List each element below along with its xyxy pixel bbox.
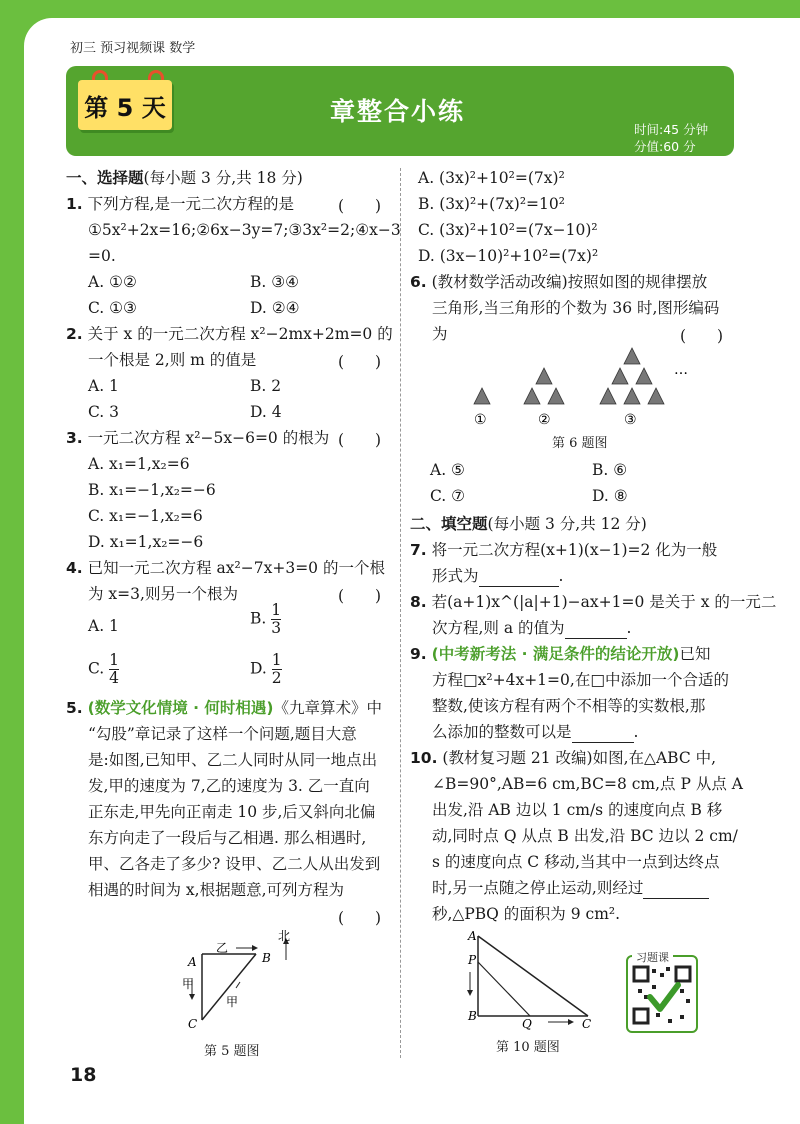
- time-label: 时间:45 分钟: [634, 122, 709, 137]
- question-9-text: 整数,使该方程有两个不相等的实数根,那: [432, 697, 706, 715]
- question-10: 10. (教材复习题 21 改编)如图,在△ABC 中,: [410, 749, 717, 767]
- question-1-text: =0.: [88, 247, 116, 265]
- question-1: 1. 下列方程,是一元二次方程的是: [66, 195, 295, 213]
- option-a: A. 1: [88, 377, 119, 395]
- column-divider: [400, 168, 401, 1058]
- question-2: 2. 关于 x 的一元二次方程 x²−2mx+2m=0 的: [66, 325, 393, 343]
- page-number: 18: [70, 1064, 97, 1086]
- question-5: 5. (数学文化情境 · 何时相遇)《九章算术》中: [66, 699, 382, 717]
- label-jia: 甲: [226, 995, 239, 1009]
- option-d: D. ②④: [250, 299, 300, 317]
- question-5-text: 甲、乙各走了多少? 设甲、乙二人从出发到: [88, 855, 381, 873]
- question-7: 7. 将一元二次方程(x+1)(x−1)=2 化为一般: [410, 541, 718, 559]
- question-9-text: 方程□x²+4x+1=0,在□中添加一个合适的: [432, 671, 729, 689]
- option-a: A. ①②: [88, 273, 137, 291]
- question-10-text: 秒,△PBQ 的面积为 9 cm².: [432, 905, 621, 923]
- option-b: B. ③④: [250, 273, 300, 291]
- label-north: 北: [278, 929, 291, 943]
- option-b: B. x₁=−1,x₂=−6: [88, 481, 216, 499]
- question-5-text: “勾股”章记录了这样一个问题,题目大意: [88, 725, 357, 743]
- question-8-text: 次方程,则 a 的值为 .: [432, 619, 632, 637]
- label-c: C: [188, 1017, 198, 1031]
- question-10-text: 动,同时点 Q 从点 B 出发,沿 BC 边以 2 cm/: [432, 827, 738, 845]
- question-5-text: 发,甲的速度为 7,乙的速度为 3. 乙一直向: [88, 777, 370, 795]
- question-4-text: 为 x=3,则另一个根为: [88, 585, 238, 603]
- question-10-text: ∠B=90°,AB=6 cm,BC=8 cm,点 P 从点 A: [432, 775, 743, 793]
- question-7-text: 形式为 .: [432, 567, 564, 585]
- label-p: P: [468, 953, 477, 967]
- label-q: Q: [522, 1017, 532, 1031]
- ellipsis: …: [674, 362, 688, 378]
- label-a: A: [468, 929, 477, 943]
- subject-label: 初三 预习视频课 数学: [70, 41, 196, 56]
- option-c: C. x₁=−1,x₂=6: [88, 507, 203, 525]
- label-a: A: [188, 955, 197, 969]
- answer-bracket: ( ): [338, 353, 382, 371]
- answer-bracket: ( ): [338, 197, 382, 215]
- question-5-text: 东方向走了一段后与乙相遇. 那么相遇时,: [88, 829, 367, 847]
- question-4: 4. 已知一元二次方程 ax²−7x+3=0 的一个根: [66, 559, 385, 577]
- label-b: B: [262, 951, 271, 965]
- qr-code[interactable]: [626, 955, 698, 1033]
- option-d: D. (3x−10)²+10²=(7x)²: [418, 247, 599, 265]
- figure-5: [170, 928, 310, 1036]
- option-c: C. ①③: [88, 299, 137, 317]
- label-3: ③: [624, 412, 637, 428]
- question-5-text: 相遇的时间为 x,根据题意,可列方程为: [88, 881, 345, 899]
- option-b: B. (3x)²+(7x)²=10²: [418, 195, 565, 213]
- figure-6: [466, 346, 706, 430]
- option-d: D. $\frac{1}{2}$: [250, 651, 282, 687]
- figure-5-caption: 第 5 题图: [204, 1044, 260, 1059]
- option-c: C. ⑦: [430, 487, 466, 505]
- figure-6-caption: 第 6 题图: [552, 436, 608, 451]
- qr-label: 习题课: [632, 949, 673, 965]
- option-a: A. ⑤: [430, 461, 465, 479]
- label-yi: 乙: [216, 941, 229, 955]
- figure-10: [464, 928, 604, 1034]
- option-d: D. x₁=1,x₂=−6: [88, 533, 204, 551]
- qr-code-icon: [630, 963, 694, 1029]
- question-10-text: 时,另一点随之停止运动,则经过: [432, 878, 709, 899]
- question-8: 8. 若(a+1)x^(|a|+1)−ax+1=0 是关于 x 的一元二: [410, 593, 777, 611]
- option-d: D. 4: [250, 403, 282, 421]
- question-1-text: ①5x²+2x=16;②6x−3y=7;③3x²=2;④x−3: [88, 221, 401, 239]
- question-9: 9. (中考新考法 · 满足条件的结论开放)已知: [410, 645, 711, 663]
- question-9-text: 么添加的整数可以是 .: [432, 723, 639, 741]
- section-heading-choice: 一、选择题(每小题 3 分,共 18 分): [66, 169, 303, 187]
- question-6-text: 三角形,当三角形的个数为 36 时,图形编码: [432, 299, 720, 317]
- option-c: C. $\frac{1}{4}$: [88, 651, 120, 687]
- question-10-text: 出发,沿 AB 边以 1 cm/s 的速度向点 B 移: [432, 801, 723, 819]
- answer-bracket: ( ): [338, 431, 382, 449]
- page-title: 章整合小练: [330, 97, 466, 126]
- option-c: C. 3: [88, 403, 120, 421]
- option-a: A. x₁=1,x₂=6: [88, 455, 190, 473]
- score-label: 分值:60 分: [634, 139, 696, 154]
- answer-bracket: ( ): [680, 327, 724, 345]
- day-tag: 第 5 天: [78, 80, 172, 130]
- label-2: ②: [538, 412, 551, 428]
- question-5-text: 是:如图,已知甲、乙二人同时从同一地点出: [88, 751, 378, 769]
- option-b: B. 2: [250, 377, 282, 395]
- question-10-text: s 的速度向点 C 移动,当其中一点到达终点: [432, 853, 720, 871]
- question-5-text: 正东走,甲先向正南走 10 步,后又斜向北偏: [88, 803, 376, 821]
- answer-bracket: ( ): [338, 587, 382, 605]
- option-b: B. $\frac{1}{3}$: [250, 601, 282, 637]
- option-c: C. (3x)²+10²=(7x−10)²: [418, 221, 598, 239]
- question-2-text: 一个根是 2,则 m 的值是: [88, 351, 257, 369]
- section-heading-fill: 二、填空题(每小题 3 分,共 12 分): [410, 515, 647, 533]
- option-a: A. 1: [88, 617, 119, 635]
- answer-bracket: ( ): [338, 909, 382, 927]
- question-3: 3. 一元二次方程 x²−5x−6=0 的根为: [66, 429, 330, 447]
- question-6: 6. (教材数学活动改编)按照如图的规律摆放: [410, 273, 708, 291]
- label-1: ①: [474, 412, 487, 428]
- question-6-text: 为: [432, 325, 448, 343]
- figure-10-caption: 第 10 题图: [496, 1040, 560, 1055]
- label-c: C: [582, 1017, 592, 1031]
- option-b: B. ⑥: [592, 461, 628, 479]
- option-d: D. ⑧: [592, 487, 628, 505]
- label-jia: 甲: [182, 977, 195, 991]
- label-b: B: [468, 1009, 477, 1023]
- option-a: A. (3x)²+10²=(7x)²: [418, 169, 565, 187]
